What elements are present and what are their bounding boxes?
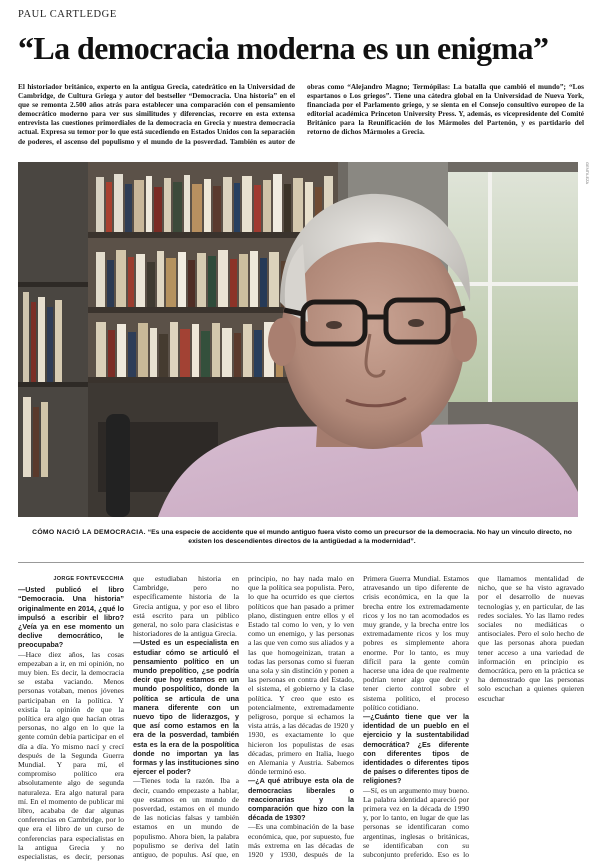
question-paragraph: —¿Cuánto tiene que ver la identidad de un pueblo en el ejercicio y la sustentabilidad democrática? ¿Es diferente con diferentes tipos de identidades o diferentes tipos de países o diferentes tipos de religiones?: [363, 712, 469, 786]
photo-credit: GENTILEZA: [585, 162, 590, 185]
byline: JORGE FONTEVECCHIA: [53, 576, 124, 582]
divider-rule: [18, 562, 584, 563]
question-paragraph: —¿A qué atribuye esta ola de democracias liberales o reaccionarias y la comparación que hizo con la década de 1930?: [248, 776, 354, 823]
photo-caption: [28, 528, 576, 546]
headline: “La democracia moderna es un enigma”: [18, 30, 549, 66]
answer-paragraph: —Sí, es un argumento muy bueno. La palabra identidad apareció por primera vez en la década de 1990 y, por lo tanto, en lugar de que las personas se identificaran como argentinas, inglesas o británicas, se identificaban con su subconjunto preferido. Eso es lo que llamamos mentalidad de nicho, que se ha visto agravado por el desarrollo de nuevas tecnologías y, en particular, de las redes sociales. Yo las llamo redes sociales no mediáticas o antisociales. Pero el solo hecho de que las personas ahora puedan tener acceso a una variedad de información en principio es democrática, pero en la práctica se ha demostrado que las personas solo escuchan a quienes quieren escuchar: [363, 574, 584, 860]
caption-label: CÓMO NACIÓ LA DEMOCRACIA.: [32, 529, 146, 536]
interview-photo: [18, 162, 578, 517]
answer-paragraph: —Tienes toda la razón. Iba a decir, cuando empezaste a hablar, que estamos en un mundo de posverdad, estamos en el mundo de las noticias falsas y también estamos en un mundo de populismo. Ahora bien, la palabra populismo se deriva del latín antiguo, de populus. Así que, en principio, no hay nada malo en que la política sea populista. Pero, lo que ha ocurrido es que ciertos políticos que han pasado a primer plano, distinguen entre ellos y el Estado tal como lo ven, y lo ven como un enemigo, y las personas a las que ven como sus aliados y a las que homogeinizan, tratan a todas las personas como si fueran una sola y sin distinción y ponen a las personas en contra del Estado, el sistema, el gobierno y la clase política. Y creo que esto es potencialmente, extremadamente peligroso, porque si echamos la vista atrás, a las décadas de 1920 y 1930, es exactamente lo que hicieron los populistas de esas décadas, primero en Italia, luego en Alemania y Austria. Sabemos dónde terminó eso.: [133, 574, 354, 860]
answer-paragraph: —Hace diez años, las cosas empezaban a ir, en mi opinión, no muy bien. Es decir, la democracia se estaba vaciando. Menos personas votaban, menos jóvenes participaban en la política. Y existía la opinión de que la política era algo que hacían otras personas, no algo en lo que la gente común debía participar en el día a día. Yo mismo nací y crecí después de la Segunda Guerra Mundial. Y para mí, el compromiso político era absolutamente algo de segunda naturaleza. Era algo natural para mí. En el momento de publicar mi libro, acababa de dar algunas conferencias en Cambridge, por lo que era el libro de un curso de conferencias para especialistas en la antigua Grecia y no especialistas, es decir, personas que estudiaban historia en Cambridge, pero no específicamente historia de la Grecia antigua, y por eso el libro está escrito para un público general, no solo para clasicistas e historiadores de la antigua Grecia.: [18, 574, 239, 862]
caption-text: “Es una especie de accidente que el mundo antiguo fuera visto como un precursor de la democracia. No hay un vínculo directo, no existen los descendientes directos de la antigüedad a la modernidad”.: [145, 529, 572, 545]
question-paragraph: —Usted publicó el libro “Democracia. Una historia” originalmente en 2014, ¿qué lo impulsó a escribir el libro? ¿Veía ya en ese momento un declive democrático, le preocupaba?: [18, 585, 124, 650]
kicker-name: PAUL CARTLEDGE: [18, 9, 117, 20]
lede-paragraph: El historiador británico, experto en la antigua Grecia, catedrático en la Universidad de Cambridge, de Cultura Griega y autor del bestseller “Democracia. Una historia” en el que se remonta 2.500 años atrás para establecer una comparación con el pensamiento democrático moderno para ver sus similitudes y diferencias, recorre en esta extensa entrevista las cuestiones primordiales de la democracia en Grecia y nuestra democracia actual. Expresa su temor por lo que está sucediendo en Estados Unidos con la separación de poderes, el ascenso del populismo y el mundo de la posverdad. También es autor de obras como “Alejandro Magno; Termópilas: La batalla que cambió el mundo”; “Los espartanos o Los griegos”. Tiene una cátedra global en la Universidad de Nueva York, financiada por el Parlamento griego, y se sienta en el Consejo consultivo europeo de la editorial académica Princeton University Press. Y, además, es vicepresidente del Comité Británico para la Reunificación de los Mármoles del Partenón, y es partidario del retorno de dichos Mármoles a Grecia.: [18, 82, 584, 146]
question-paragraph: —Usted es un especialista en estudiar cómo se articuló el pensamiento político en un mundo prepolítico, ¿se podría decir que hoy estamos en un mundo pospolítico, donde la política se articula de una manera diferente con un nuevo tipo de liderazgos, y que así como estamos en la era de la posverdad, también esta es la era de la pospolítica donde no importan ya las formas y las instituciones sino ejercer el poder?: [133, 638, 239, 777]
video-call-portrait-image: [18, 162, 578, 517]
interview-body: [18, 574, 584, 866]
answer-paragraph: —Es una combinación de la base económica, que, por supuesto, fue más extrema en las décadas de 1920 y 1930, después de la Primera Guerra Mundial. Estamos atravesando un tipo diferente de crisis económica, en la que la brecha entre los extremadamente ricos y los no tan acomodados es muy grande, y la brecha entre los extremadamente ricos y los muy pobres es simplemente ahora enorme. Por lo tanto, es muy difícil para la gente común hacerse una idea de que realmente podrían tener algo que decir y tener cierto control sobre el sistema político, el proceso político cotidiano.: [248, 574, 469, 860]
